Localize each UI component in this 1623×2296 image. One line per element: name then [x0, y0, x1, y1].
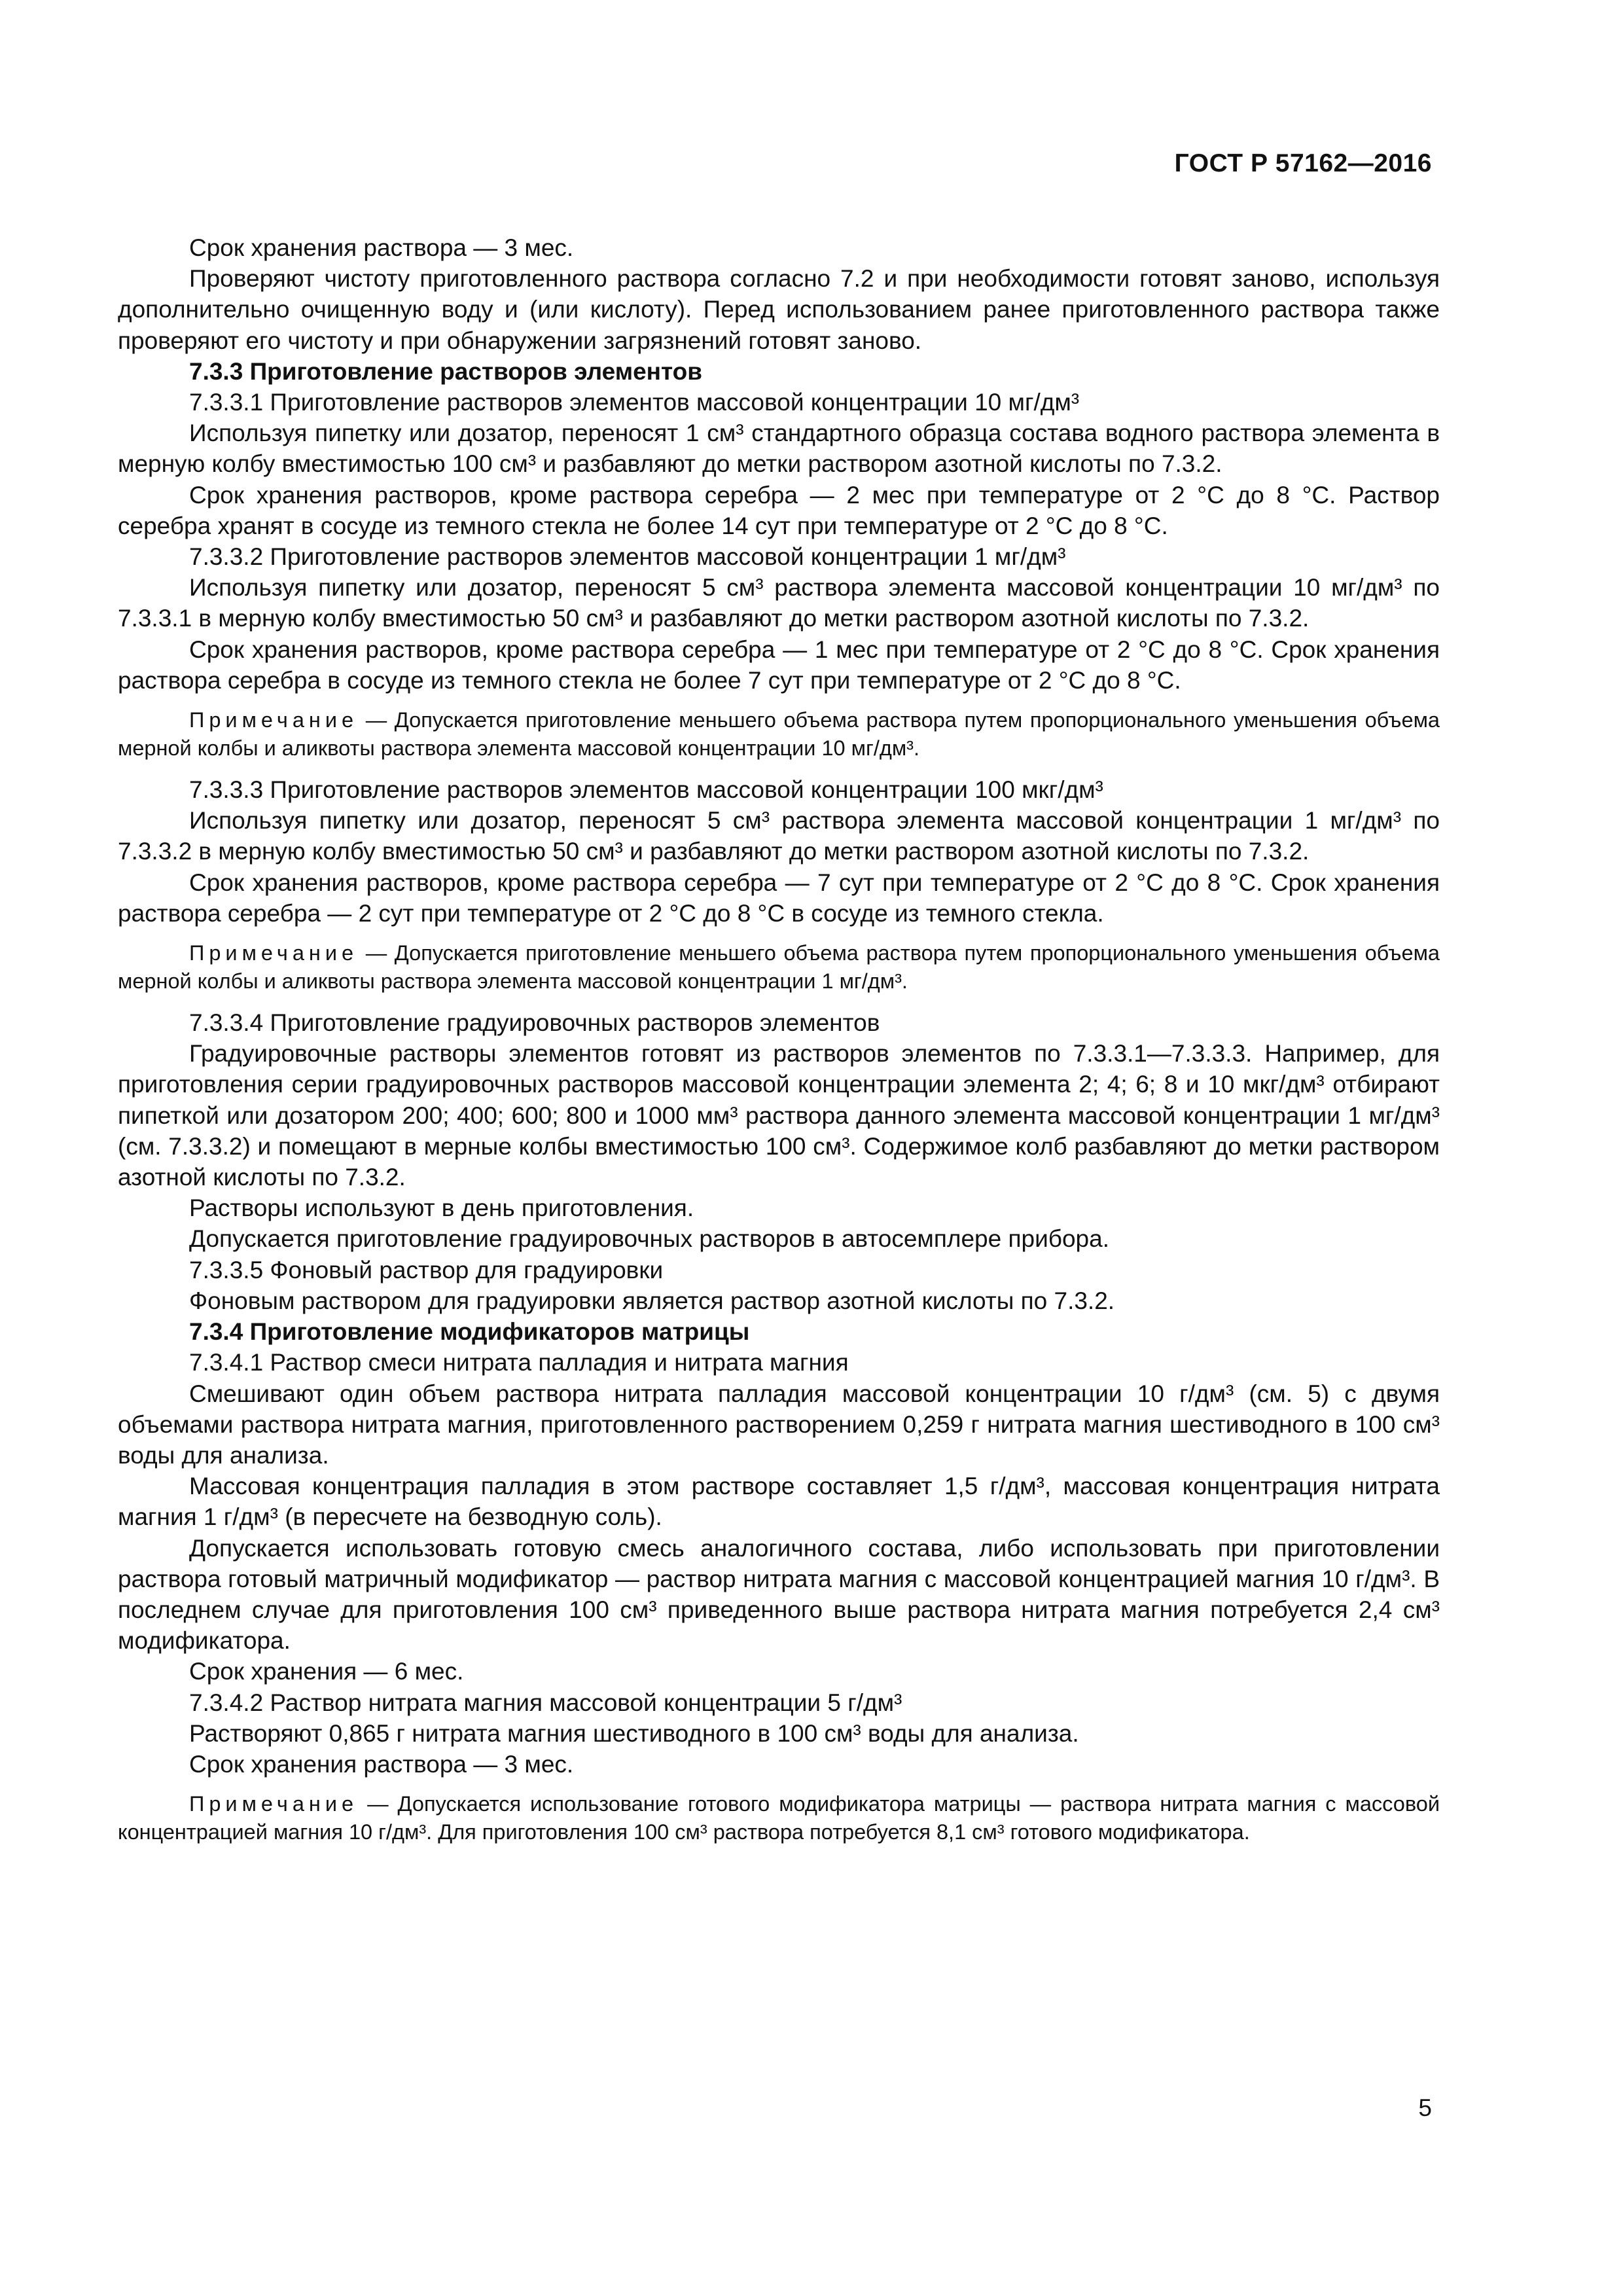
paragraph: Используя пипетку или дозатор, переносят 5 см³ раствора элемента массовой концентрации 1 мг/дм³ по 7.3.3.2 в мерную колбу вместимостью 50 см³ и разбавляют до метки раствором азотной кислоты по 7.3.2. — [118, 807, 1440, 865]
paragraph: Фоновым раствором для градуировки является раствор азотной кислоты по 7.3.2. — [189, 1287, 1115, 1314]
subsection-title: 7.3.3.4 Приготовление градуировочных растворов элементов — [189, 1009, 880, 1037]
subsection-title: 7.3.3.3 Приготовление растворов элементов массовой концентрации 100 мкг/дм³ — [189, 776, 1103, 804]
paragraph: Допускается приготовление градуировочных растворов в автосемплере прибора. — [189, 1225, 1109, 1253]
note — [118, 939, 1440, 996]
document-header-standard: ГОСТ Р 57162—2016 — [1174, 149, 1432, 177]
paragraph: Массовая концентрация палладия в этом растворе составляет 1,5 г/дм³, массовая концентрация нитрата магния 1 г/дм³ (в пересчете на безводную соль). — [118, 1473, 1440, 1531]
paragraph: Растворяют 0,865 г нитрата магния шестиводного в 100 см³ воды для анализа. — [189, 1719, 1079, 1747]
note-label: Примечание — [189, 708, 359, 732]
paragraph: Проверяют чистоту приготовленного раствора согласно 7.2 и при необходимости готовят заново, используя дополнительно очищенную воду и (или кислоту). Перед использованием ранее приготовленного раствора также проверяют его чистоту и при обнаружении загрязнений готовят заново. — [118, 265, 1440, 354]
page-number: 5 — [1418, 2094, 1432, 2121]
subsection-title: 7.3.3.5 Фоновый раствор для градуировки — [189, 1256, 664, 1283]
section-heading: 7.3.3 Приготовление растворов элементов — [189, 357, 703, 385]
section-heading: 7.3.4 Приготовление модификаторов матрицы — [189, 1318, 750, 1346]
document-body — [118, 232, 1440, 1858]
note — [118, 706, 1440, 762]
subsection-title: 7.3.4.2 Раствор нитрата магния массовой концентрации 5 г/дм³ — [189, 1689, 902, 1716]
paragraph: Срок хранения раствора — 3 мес. — [189, 1750, 574, 1778]
paragraph: Срок хранения растворов, кроме раствора серебра — 1 мес при температуре от 2 °С до 8 °С. Срок хранения раствора серебра в сосуде из темного стекла не более 7 сут при температуре от 2 °С до 8 °С. — [118, 636, 1440, 694]
paragraph: Срок хранения — 6 мес. — [189, 1658, 464, 1685]
paragraph: Срок хранения раствора — 3 мес. — [189, 234, 574, 261]
paragraph: Срок хранения растворов, кроме раствора серебра — 2 мес при температуре от 2 °С до 8 °С. Раствор серебра хранят в сосуде из темного стекла не более 14 сут при температуре от 2 °С до 8 °С. — [118, 481, 1440, 539]
paragraph: Смешивают один объем раствора нитрата палладия массовой концентрации 10 г/дм³ (см. 5) с двумя объемами раствора нитрата магния, приготовленного растворением 0,259 г нитрата магния шестиводного в 100 см³ воды для анализа. — [118, 1380, 1440, 1469]
note-text: — Допускается использование готового модификатора матрицы — раствора нитрата магния с массовой концентрацией магния 10 г/дм³. Для приготовления 100 см³ раствора потребуется 8,1 см³ готового модификатора. — [118, 1792, 1440, 1844]
paragraph: Используя пипетку или дозатор, переносят 5 см³ раствора элемента массовой концентрации 10 мг/дм³ по 7.3.3.1 в мерную колбу вместимостью 50 см³ и разбавляют до метки раствором азотной кислоты по 7.3.2. — [118, 574, 1440, 632]
note-label: Примечание — [189, 1792, 359, 1816]
note-label: Примечание — [189, 941, 359, 965]
paragraph: Срок хранения растворов, кроме раствора серебра — 7 сут при температуре от 2 °С до 8 °С. Срок хранения раствора серебра — 2 сут при температуре от 2 °С до 8 °С в сосуде из темного стекла. — [118, 869, 1440, 927]
paragraph: Градуировочные растворы элементов готовят из растворов элементов по 7.3.3.1—7.3.3.3. Например, для приготовления серии градуировочных растворов массовой концентрации элемента 2; 4; 6; 8 и 10 мкг/дм³ отбирают пипеткой или дозатором 200; 400; 600; 800 и 1000 мм³ раствора данного элемента массовой концентрации 1 мг/дм³ (см. 7.3.3.2) и помещают в мерные колбы вместимостью 100 см³. Содержимое колб разбавляют до метки раствором азотной кислоты по 7.3.2. — [118, 1040, 1440, 1191]
paragraph: Растворы используют в день приготовления. — [189, 1194, 694, 1222]
paragraph: Допускается использовать готовую смесь аналогичного состава, либо использовать при приготовлении раствора готовый матричный модификатор — раствор нитрата магния с массовой концентрацией магния 10 г/дм³. В последнем случае для приготовления 100 см³ приведенного выше раствора нитрата магния потребуется 2,4 см³ модификатора. — [118, 1534, 1440, 1655]
subsection-title: 7.3.3.1 Приготовление растворов элементов массовой концентрации 10 мг/дм³ — [189, 389, 1080, 416]
subsection-title: 7.3.4.1 Раствор смеси нитрата палладия и нитрата магния — [189, 1349, 849, 1376]
paragraph: Используя пипетку или дозатор, переносят 1 см³ стандартного образца состава водного раствора элемента в мерную колбу вместимостью 100 см³ и разбавляют до метки раствором азотной кислоты по 7.3.2. — [118, 420, 1440, 478]
note-text: — Допускается приготовление меньшего объема раствора путем пропорционального уменьшения объема мерной колбы и аликвоты раствора элемента массовой концентрации 10 мг/дм³. — [118, 708, 1440, 761]
subsection-title: 7.3.3.2 Приготовление растворов элементов массовой концентрации 1 мг/дм³ — [189, 543, 1066, 571]
note-text: — Допускается приготовление меньшего объема раствора путем пропорционального уменьшения объема мерной колбы и аликвоты раствора элемента массовой концентрации 1 мг/дм³. — [118, 941, 1440, 994]
note — [118, 1790, 1440, 1846]
